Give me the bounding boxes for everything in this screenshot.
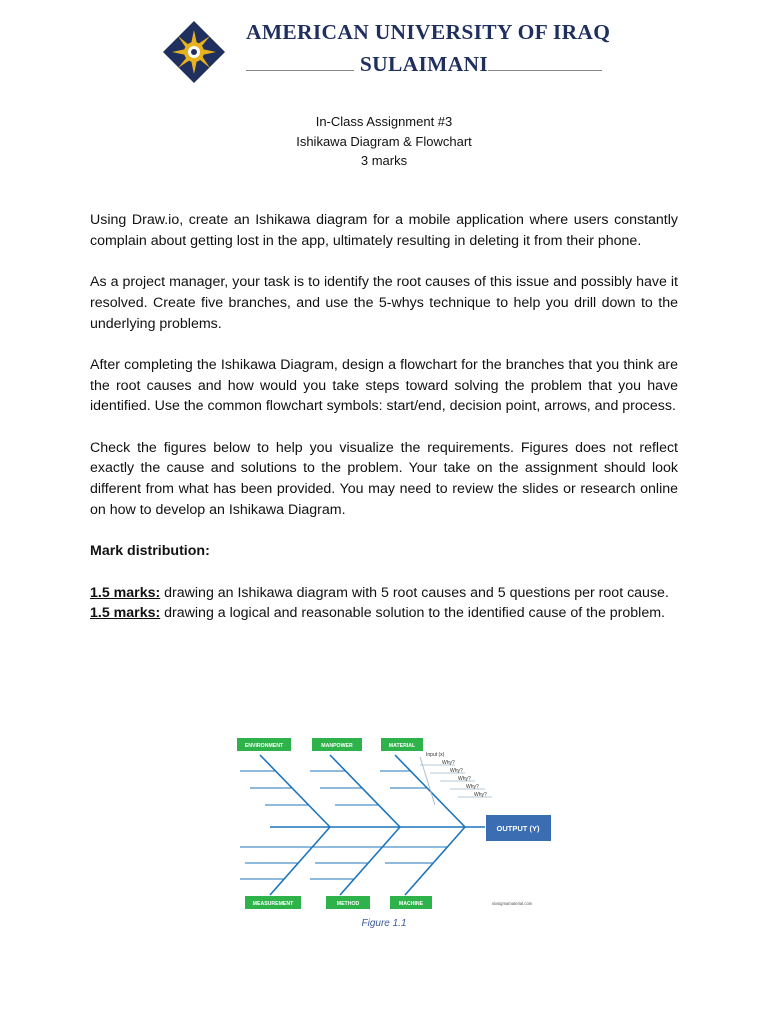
assignment-title: In-Class Assignment #3 [315, 114, 453, 129]
figure-source: sixsigmamaterial.com [492, 901, 533, 906]
university-logo-icon [162, 20, 226, 84]
category-label: MEASUREMENT [252, 901, 294, 907]
category-label: MATERIAL [388, 743, 416, 749]
header-rule-right [488, 70, 602, 71]
why-label: Why? [474, 792, 487, 798]
bone-top-1 [260, 755, 330, 827]
category-label: MANPOWER [321, 743, 353, 749]
mark-item [90, 603, 678, 624]
letterhead [160, 18, 610, 88]
paragraph: Check the figures below to help you visualize the requirements. Figures does not reflect exactly the cause and solutions to the problem. Your take on the assignment should look different from what has been provided. You may need to review the slides or research online on how to develop an Ishikawa Diagram. [90, 439, 678, 518]
bone-bottom-2 [340, 827, 400, 895]
category-label: METHOD [336, 901, 360, 907]
mark-item-marks: 1.5 marks: [90, 584, 161, 601]
mark-item [90, 583, 678, 604]
why-label: Why? [442, 760, 455, 766]
why-label: Why? [466, 784, 479, 790]
assignment-subject: Ishikawa Diagram & Flowchart [296, 133, 472, 149]
paragraph: Using Draw.io, create an Ishikawa diagram for a mobile application where users constantly complain about getting lost in the app, ultimately resulting in deleting it from their phone. [90, 212, 678, 249]
why-label: Why? [458, 776, 471, 782]
assignment-body [90, 210, 678, 624]
mark-item-text: drawing an Ishikawa diagram with 5 root causes and 5 questions per root cause. [160, 584, 669, 601]
category-label: MACHINE [398, 901, 424, 907]
mark-item-text: drawing a logical and reasonable solution to the identified cause of the problem. [160, 605, 665, 622]
why-label: Why? [450, 768, 463, 774]
mark-distribution-heading: Mark distribution: [90, 543, 210, 560]
input-label: Input (x) [426, 752, 445, 758]
university-name-line1: AMERICAN UNIVERSITY OF IRAQ [246, 20, 611, 44]
ishikawa-figure [230, 735, 560, 915]
assignment-marks: 3 marks [360, 153, 408, 168]
bone-bottom-1 [270, 827, 330, 895]
mark-item-marks: 1.5 marks: [90, 605, 161, 622]
category-label: ENVIRONMENT [244, 743, 284, 749]
assignment-titles [0, 112, 768, 171]
university-name-line2: SULAIMANI [359, 52, 489, 76]
paragraph: After completing the Ishikawa Diagram, design a flowchart for the branches that you think are the root causes and how would you take steps toward solving the problem that you have identified. Use the common flowchart symbols: start/end, decision point, arrows, and process. [90, 356, 678, 415]
bone-top-2 [330, 755, 400, 827]
figure-caption: Figure 1.1 [361, 918, 407, 929]
paragraph: As a project manager, your task is to identify the root causes of this issue and possibly have it resolved. Create five branches, and use the 5-whys technique to help you drill down to the underlying problems. [90, 274, 678, 332]
output-label: OUTPUT (Y) [496, 824, 540, 833]
bone-bottom-3 [405, 827, 465, 895]
